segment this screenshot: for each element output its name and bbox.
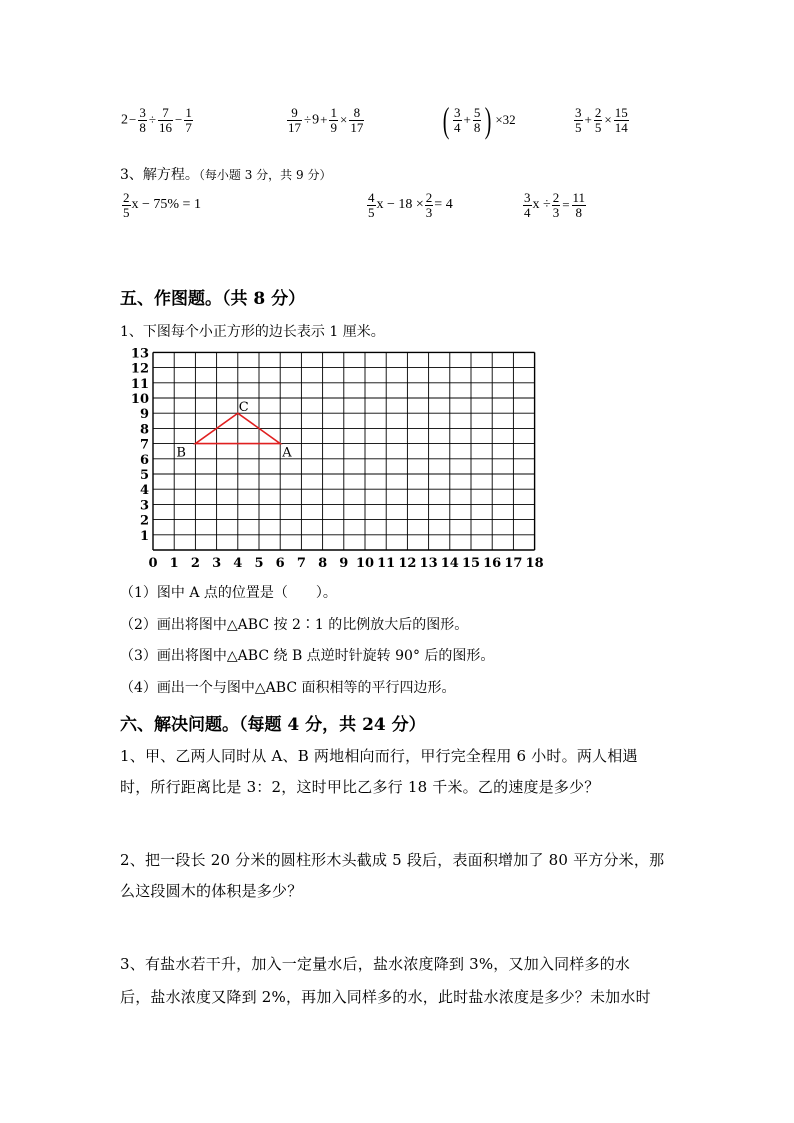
x-tick-label: 5 (254, 556, 264, 570)
x-tick-label: 2 (190, 556, 200, 570)
fraction: $\frac{11}{8}$ (572, 190, 586, 220)
coordinate-grid (118, 345, 548, 570)
x-tick-label: 7 (296, 556, 306, 570)
y-tick-label: 1 (139, 528, 149, 544)
x-tick-label: 8 (318, 556, 328, 570)
operator: ÷ (148, 112, 156, 128)
fraction: $\frac{2}{5}$ (594, 105, 602, 135)
y-tick-label: 6 (139, 452, 149, 468)
section-5-heading: 五、作图题。（共 8 分） (120, 289, 306, 309)
x-axis-labels (148, 556, 543, 570)
section-5-sub-3: （3）画出将图中△ABC 绕 B 点逆时针旋转 90° 后的图形。 (120, 648, 495, 664)
y-tick-label: 11 (130, 376, 149, 392)
equation-3: $\frac{3}{4}$ x ÷ $\frac{2}{3}$ = $\frac{11}{8}$ (524, 190, 586, 220)
fraction: $\frac{2}{5}$ (123, 190, 130, 220)
operator: × (604, 112, 612, 128)
fraction: $\frac{8}{17}$ (350, 105, 364, 135)
question-2-line-2: 么这段圆木的体积是多少？ (120, 882, 303, 900)
fraction: $\frac{1}{9}$ (330, 105, 337, 135)
operator: ÷ (304, 112, 312, 128)
fraction: $\frac{2}{3}$ (552, 190, 560, 220)
x-tick-label: 3 (212, 556, 222, 570)
equations-title: 3、解方程。（每小题 3 分，共 9 分） (120, 167, 332, 183)
x-tick-label: 10 (355, 556, 375, 570)
operator: + (584, 112, 592, 128)
y-tick-label: 7 (139, 437, 149, 453)
point-label-c: C (238, 400, 249, 416)
section-6-heading: 六、解决问题。（每题 4 分，共 24 分） (120, 715, 426, 735)
x-tick-label: 6 (275, 556, 285, 570)
fraction: $\frac{3}{8}$ (139, 105, 146, 135)
fraction: $\frac{4}{5}$ (368, 190, 375, 220)
calc-expression-2 (286, 106, 365, 134)
x-tick-label: 1 (169, 556, 179, 570)
calc-expression-3 (440, 102, 517, 138)
point-label-a: A (282, 445, 292, 461)
fraction: $\frac{7}{16}$ (158, 105, 172, 135)
section-5-sub-4: （4）画出一个与图中△ABC 面积相等的平行四边形。 (120, 680, 456, 696)
number: 9 (312, 112, 320, 128)
right-paren: ) (485, 100, 492, 140)
operator: ×32 (495, 112, 516, 127)
fraction: $\frac{3}{5}$ (575, 105, 582, 135)
x-tick-label: 9 (339, 556, 349, 570)
operator: − (174, 112, 183, 128)
section-5-sub-2: （2）画出将图中△ABC 按 2∶1 的比例放大后的图形。 (120, 617, 469, 633)
left-paren: ( (442, 100, 450, 140)
question-1-line-1: 1、甲、乙两人同时从 A、B 两地相向而行，甲行完全程用 6 小时。两人相遇 (120, 747, 638, 765)
x-tick-label: 13 (419, 556, 438, 570)
question-2-line-1: 2、把一段长 20 分米的圆柱形木头截成 5 段后，表面积增加了 80 平方分米，那 (120, 851, 665, 869)
section-5-question-1: 1、下图每个小正方形的边长表示 1 厘米。 (120, 324, 385, 340)
question-3-line-2: 后，盐水浓度又降到 2%，再加入同样多的水，此时盐水浓度是多少？未加水时 (120, 988, 651, 1006)
equation-1: $\frac{2}{5}$ x − 75% = 1 (123, 190, 201, 220)
x-tick-label: 16 (483, 556, 502, 570)
x-tick-label: 14 (440, 556, 459, 570)
calc-expression-1 (121, 106, 194, 134)
fraction: $\frac{3}{4}$ (454, 104, 461, 135)
y-tick-label: 3 (139, 498, 149, 514)
y-tick-label: 8 (139, 422, 149, 438)
y-axis-labels (131, 346, 149, 543)
x-tick-label: 18 (525, 556, 544, 570)
grid-lines (153, 352, 535, 550)
x-tick-label: 15 (461, 556, 481, 570)
operator: = (562, 197, 570, 213)
y-tick-label: 2 (139, 513, 149, 529)
y-tick-label: 13 (130, 346, 149, 362)
number: 2 (121, 112, 128, 128)
x-tick-label: 4 (233, 556, 243, 570)
x-tick-label: 11 (377, 556, 396, 570)
operator: − (129, 112, 137, 128)
section-5-sub-1: （1）图中 A 点的位置是（ ）。 (120, 585, 337, 601)
operator: + (320, 112, 328, 128)
y-tick-label: 9 (139, 407, 149, 423)
calc-expression-4 (573, 106, 630, 134)
x-tick-label: 0 (148, 556, 158, 570)
y-tick-label: 10 (130, 392, 149, 407)
fraction: $\frac{9}{17}$ (288, 105, 301, 135)
operator: + (463, 112, 471, 127)
x-tick-label: 12 (398, 556, 417, 570)
question-1-line-2: 时，所行距离比是 3：2，这时甲比乙多行 18 千米。乙的速度是多少？ (120, 778, 600, 796)
fraction: $\frac{5}{8}$ (473, 104, 481, 135)
operator: × (339, 112, 348, 128)
y-tick-label: 12 (130, 361, 149, 377)
point-label-b: B (176, 445, 186, 461)
y-tick-label: 5 (139, 468, 149, 483)
fraction: $\frac{1}{7}$ (185, 105, 192, 135)
fraction: $\frac{15}{14}$ (614, 105, 628, 135)
fraction: $\frac{3}{4}$ (524, 190, 531, 220)
equation-2: $\frac{4}{5}$ x − 18 × $\frac{2}{3}$ = 4 (368, 190, 453, 220)
y-tick-label: 4 (139, 483, 149, 499)
fraction: $\frac{2}{3}$ (425, 190, 433, 220)
x-tick-label: 17 (504, 556, 523, 570)
question-3-line-1: 3、有盐水若干升，加入一定量水后，盐水浓度降到 3%，又加入同样多的水 (120, 955, 631, 973)
